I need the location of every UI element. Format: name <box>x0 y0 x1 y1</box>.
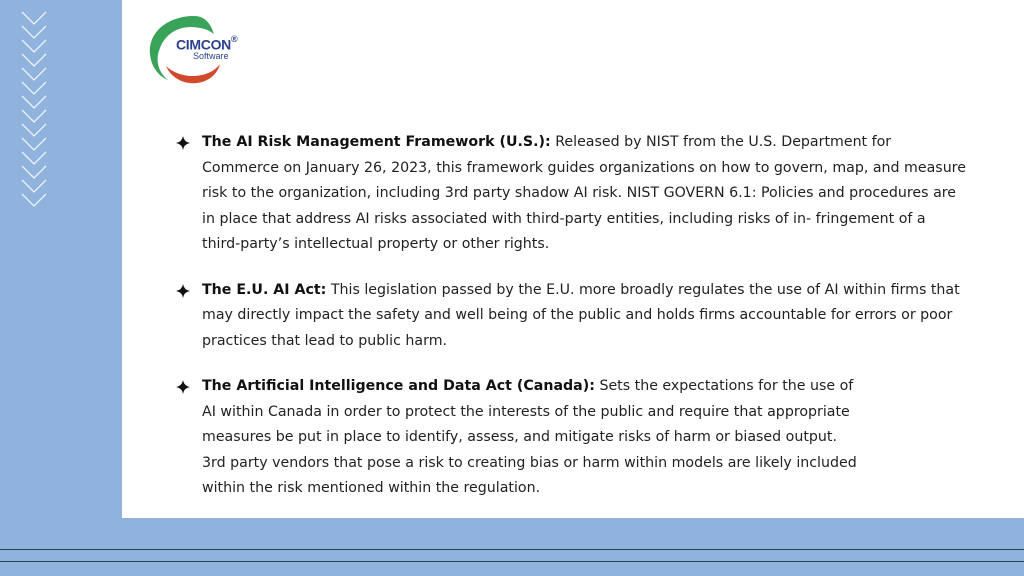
logo-subtitle: Software <box>193 51 229 61</box>
logo-name: CIMCON® <box>176 34 238 53</box>
divider-line <box>0 549 1024 550</box>
divider-line <box>0 561 1024 562</box>
list-item <box>176 374 862 502</box>
chevron-decoration <box>20 10 48 210</box>
item-title: The Artificial Intelligence and Data Act (Canada): <box>202 378 595 394</box>
list-item <box>176 278 966 355</box>
item-body: Released by NIST from the U.S. Department for Commerce on January 26, 2023, this framework guides organizations on how to govern, map, and measure risk to the organization, including 3rd party shadow AI risk. NIST GOVERN 6.1: Policies and procedures are in place that address AI risks associated with third-party entities, including risks of in- fringement of a third-party’s intellectual property or other rights. <box>202 134 966 252</box>
four-point-star-icon <box>176 136 190 150</box>
item-body: This legislation passed by the E.U. more broadly regulates the use of AI within firms that may directly impact the safety and well being of the public and holds firms accountable for errors or poor practices that lead to public harm. <box>202 281 960 349</box>
list-item <box>176 130 966 258</box>
item-body: Sets the expectations for the use of AI within Canada in order to protect the interests of the public and require that appropriate measures be put in place to identify, assess, and mitigate risks of harm or biased output. 3rd party vendors that pose a risk to creating bias or harm within models are likely included within the risk mentioned within the regulation. <box>202 378 857 496</box>
chevron-down-icon <box>20 10 48 210</box>
item-title: The E.U. AI Act: <box>202 281 327 298</box>
four-point-star-icon <box>176 380 190 394</box>
item-title: The AI Risk Management Framework (U.S.): <box>202 134 551 150</box>
four-point-star-icon <box>176 284 190 298</box>
bullet-list <box>176 130 966 522</box>
